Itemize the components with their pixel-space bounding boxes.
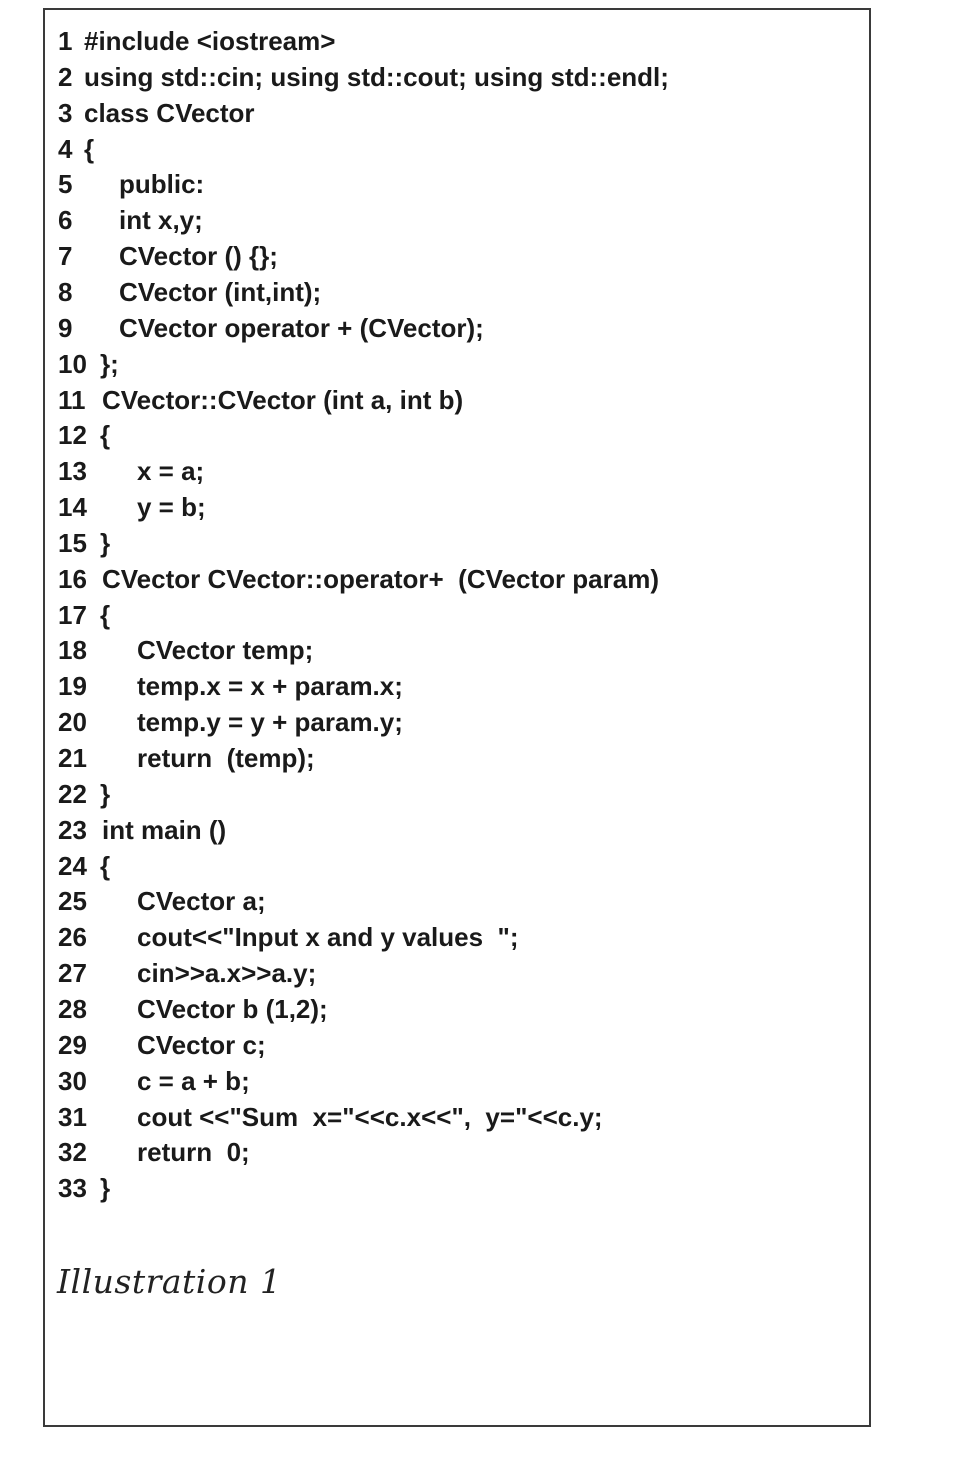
code-text: { [100,599,111,630]
code-text: CVector () {}; [119,241,278,272]
code-text: cin>>a.x>>a.y; [137,958,317,989]
line-number: 23 [58,814,87,845]
line-number: 10 [58,348,87,379]
line-number: 32 [58,1137,87,1168]
line-number: 19 [58,671,87,702]
code-text: public: [119,169,205,200]
code-text: class CVector [84,97,255,128]
code-text: CVector operator + (CVector); [119,312,484,343]
line-number: 4 [58,133,73,164]
code-text: CVector temp; [137,635,314,666]
code-text: int x,y; [119,205,203,236]
line-number: 17 [58,599,87,630]
line-number: 1 [58,26,73,56]
code-text: { [100,420,111,451]
line-number: 15 [58,527,87,558]
code-text: x = a; [137,456,205,487]
line-number: 25 [58,886,87,917]
line-number: 33 [58,1173,87,1204]
code-text: { [84,133,95,164]
code-text: using std::cin; using std::cout; using std::endl; [84,61,669,92]
line-number: 31 [58,1101,87,1132]
code-text: { [100,850,111,881]
line-number: 20 [58,707,87,738]
line-number: 13 [58,456,87,487]
code-text: CVector CVector::operator+ (CVector param) [102,563,659,594]
line-number: 7 [58,241,73,272]
illustration-caption: Illustration 1 [57,1262,282,1301]
line-number: 16 [58,563,87,594]
line-number: 26 [58,922,87,953]
code-text: c = a + b; [137,1065,250,1096]
line-number: 3 [58,97,73,128]
line-number: 30 [58,1065,87,1096]
code-text: temp.x = x + param.x; [137,671,403,702]
line-number: 14 [58,492,87,523]
code-text: }; [100,348,119,379]
line-number: 6 [58,205,73,236]
code-text: return (temp); [137,743,315,773]
code-text: } [100,527,111,558]
line-number: 11 [58,384,86,415]
code-text: int main () [102,814,227,845]
line-number: 2 [58,61,73,92]
code-text: #include <iostream> [84,26,336,56]
code-text: } [100,778,111,809]
code-text: return 0; [137,1137,250,1168]
line-number: 24 [58,850,87,881]
code-text: CVector b (1,2); [137,993,328,1024]
line-number: 21 [58,743,87,773]
code-text: cout <<"Sum x="<<c.x<<", y="<<c.y; [137,1101,603,1132]
code-text: CVector a; [137,886,266,917]
line-number: 12 [58,420,87,451]
line-number: 9 [58,312,73,343]
line-number: 18 [58,635,87,666]
code-text: CVector::CVector (int a, int b) [102,384,464,415]
code-text: } [100,1173,111,1204]
line-number: 22 [58,778,87,809]
line-number: 29 [58,1029,87,1060]
line-number: 27 [58,958,87,989]
code-text: CVector (int,int); [119,276,322,307]
code-text: CVector c; [137,1029,266,1060]
code-text: y = b; [137,492,206,523]
code-text: cout<<"Input x and y values "; [137,922,519,953]
line-number: 28 [58,993,87,1024]
code-text: temp.y = y + param.y; [137,707,403,738]
line-number: 5 [58,169,73,200]
line-number: 8 [58,276,73,307]
